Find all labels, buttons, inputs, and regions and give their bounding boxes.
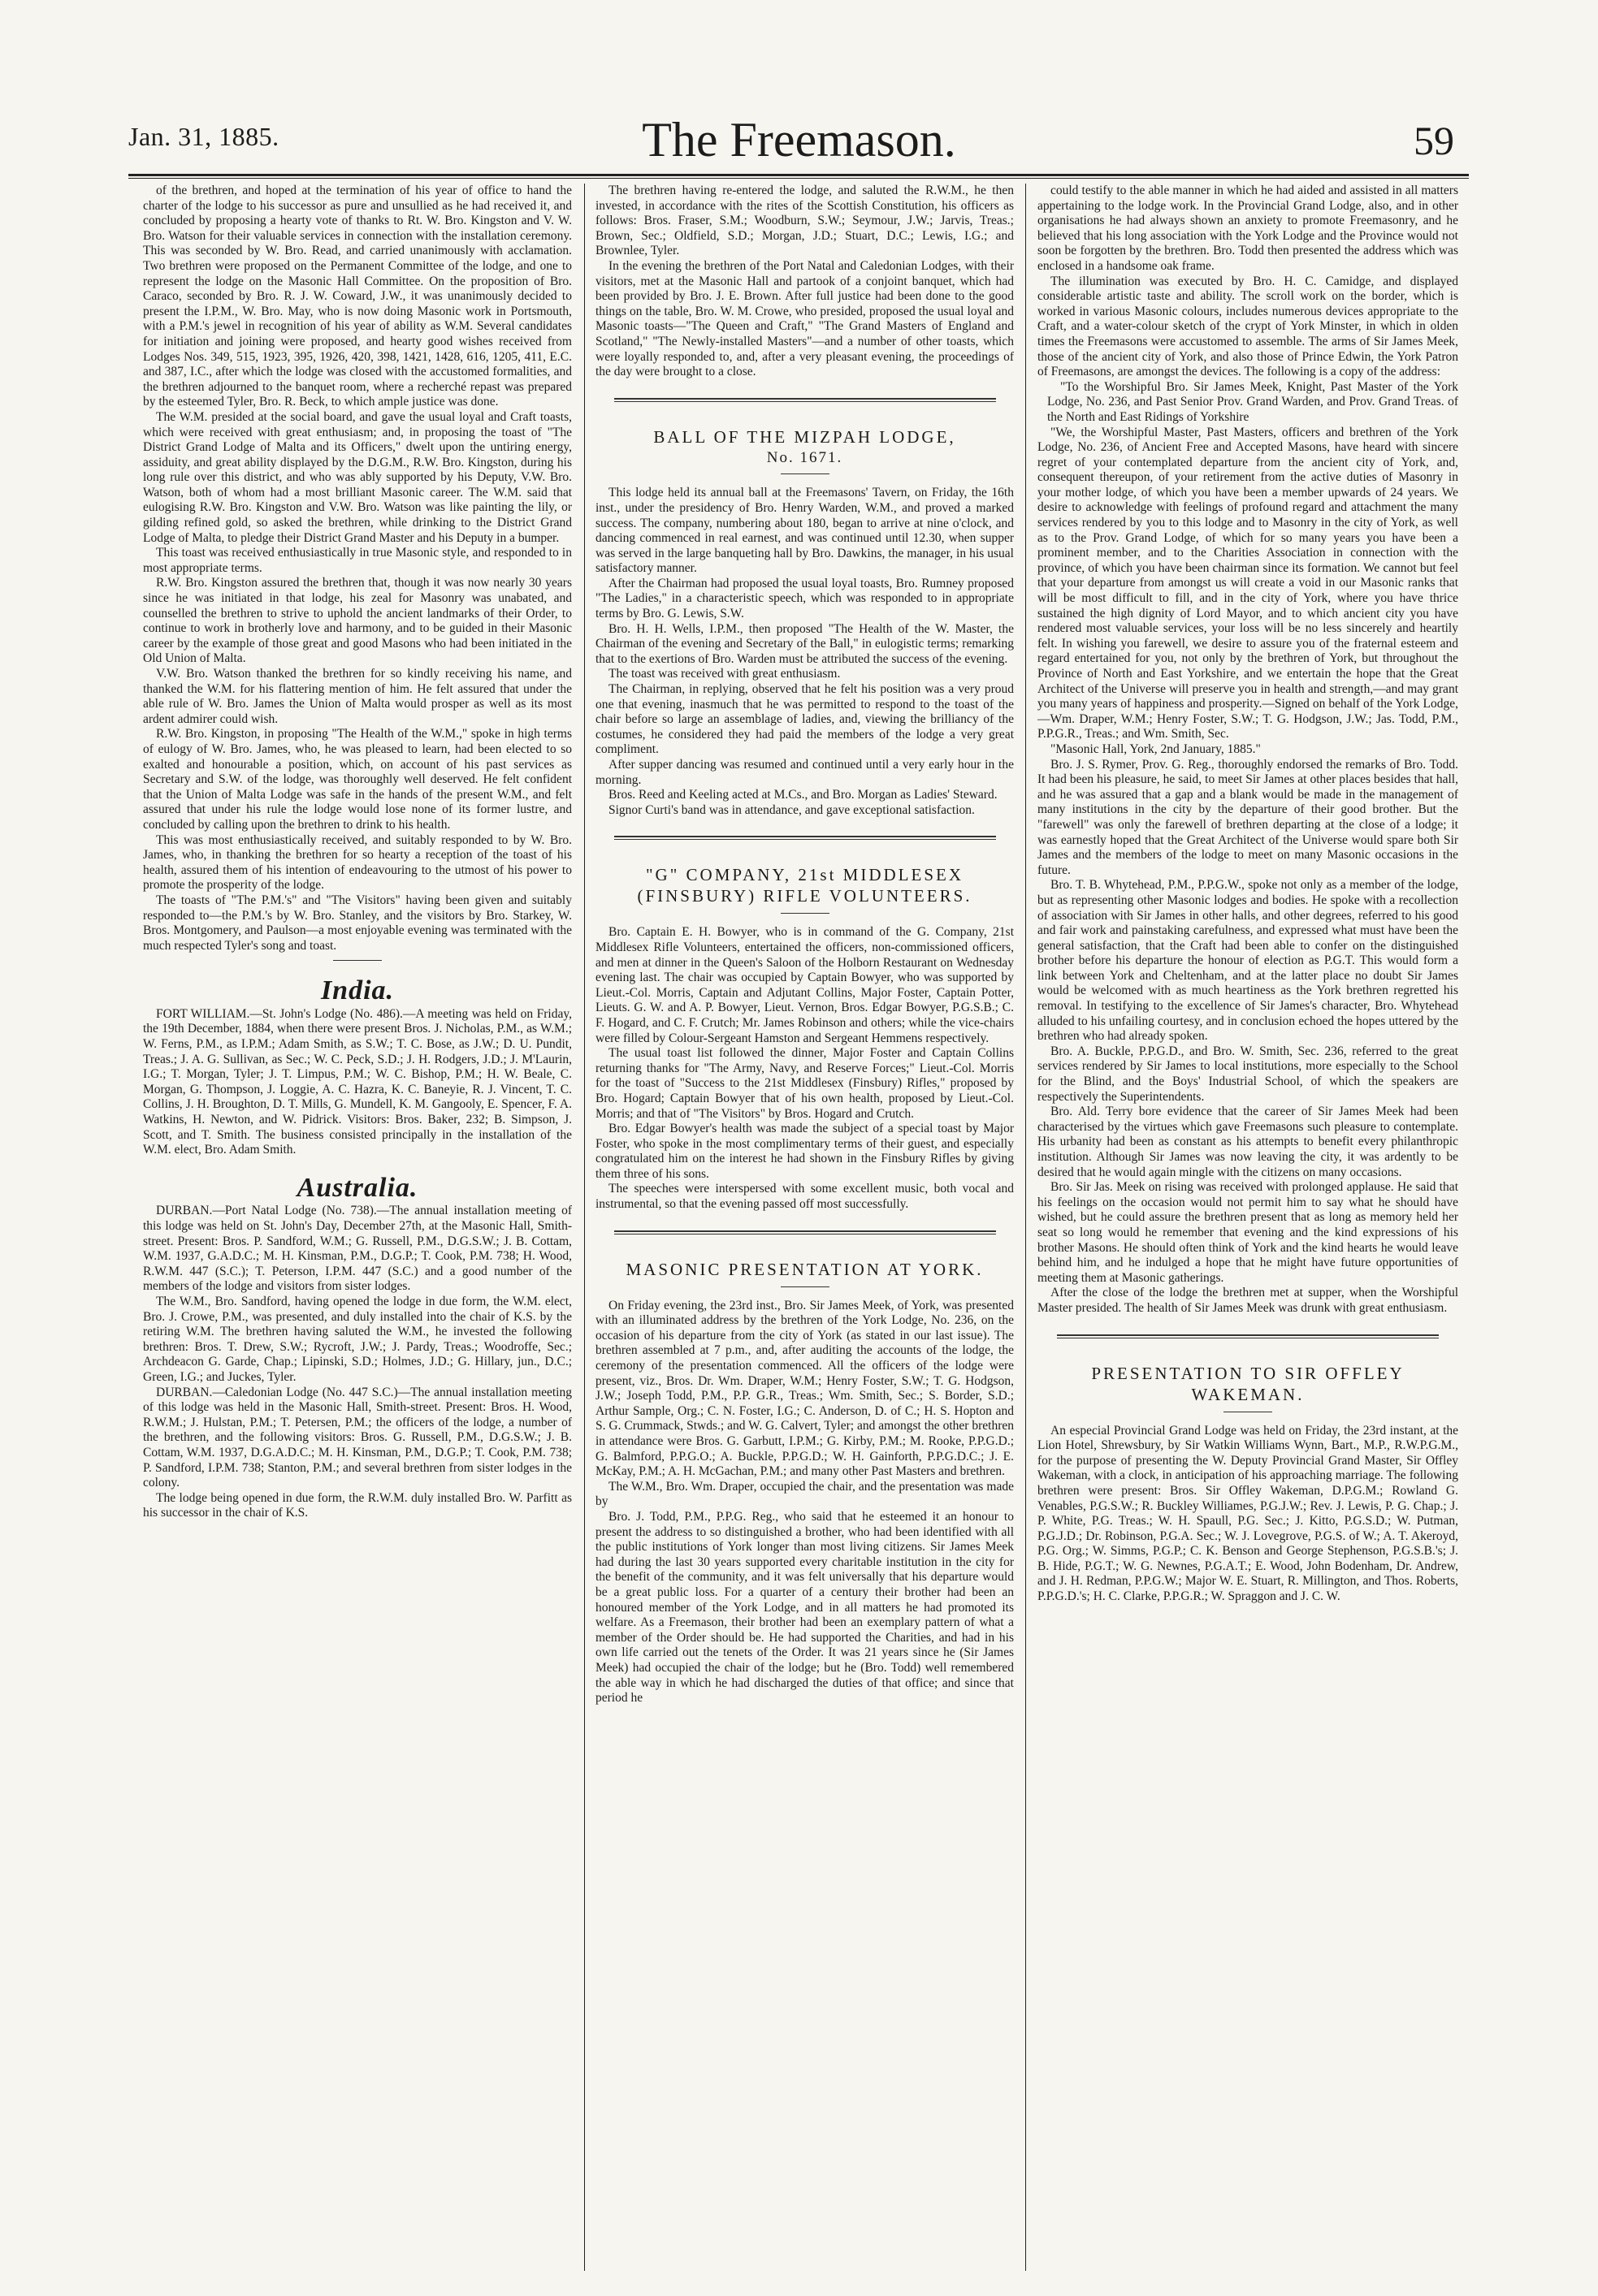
paragraph: The speeches were interspersed with some excellent music, both vocal and instrumental, so that the evening passed off most successfully. xyxy=(595,1182,1014,1212)
paragraph: The lodge being opened in due form, the R.W.M. duly installed Bro. W. Parfitt as his successor in the chair of K.S. xyxy=(143,1490,572,1520)
paragraph: Bro. Edgar Bowyer's health was made the subject of a special toast by Major Foster, who spoke in the most complimentary terms of their guest, and especially congratulated him on the interest he had shown in the Finsbury Rifles by giving them three of his sons. xyxy=(595,1122,1014,1181)
paragraph: DURBAN.—Port Natal Lodge (No. 738).—The annual installation meeting of this lodge was held on St. John's Day, December 27th, at the Masonic Hall, Smith-street. Present: Bros. P. Sandford, W.M.; G. Russell, P.M., D.G.S.W.; J. B. Cottam, W.M. 1937, G.A.D.C.; M. H. Kinsman, P.M., D.G.P.; T. Cook, P.M. 738; H. Wood, R.W.M. 447 (S.C.); T. Peterson, I.P.M. 447 (S.C.) and a good number of the members of the lodge and visitors from sister lodges. xyxy=(143,1204,572,1294)
issue-date: Jan. 31, 1885. xyxy=(128,122,279,151)
paragraph: Bro. T. B. Whytehead, P.M., P.P.G.W., spoke not only as a member of the lodge, but as representing other Masonic lodges and bodies. He spoke with a recollection of association with Sir James in other halls, and other degrees, referred to his good and fair work and painstaking carefulness, and expressed what must have been the general satisfaction, that the Craft had been able to confer on the distinguished brother before his departure the honour of election as P.G.T. This would form a link between York and Cheltenham, and at the latter place no doubt Sir James would be welcomed with as much heartiness as the York brethren regretted his removal. In testifying to the excellence of Sir James's character, Bro. Whytehead alluded to his unfailing courtesy, and in conclusion echoed the hopes uttered by the brethren who had already spoken. xyxy=(1037,878,1458,1044)
paragraph: Bro. A. Buckle, P.P.G.D., and Bro. W. Smith, Sec. 236, referred to the great services rendered by Sir James to local institutions, more especially to the School for the Blind, and the Boys' Industrial School, of which the speakers are respectively the Superintendents. xyxy=(1037,1044,1458,1104)
paragraph: V.W. Bro. Watson thanked the brethren for so kindly receiving his name, and thanked the W.M. for his flattering mention of him. He felt assured that under the able rule of W. Bro. James the Union of Malta would prosper as well as its most ardent admirer could wish. xyxy=(143,667,572,726)
section-divider xyxy=(333,960,382,961)
paragraph: The W.M., Bro. Sandford, having opened the lodge in due form, the W.M. elect, Bro. J. Crowe, P.M., was presented, and duly installed into the chair of K.S. by the retiring W.M. The brethren having saluted the W.M., he invested the following brethren: Bros. T. Drew, S.W.; Rycroft, J.W.; J. Pardy, Treas.; Woodroffe, Sec.; Archdeacon G. Garde, Chap.; Lipinski, S.D.; Holmes, J.D.; G. Hillary, jun., D.C.; Green, I.G.; and Juckes, Tyler. xyxy=(143,1294,572,1384)
column-divider-1 xyxy=(584,184,585,2271)
paragraph: Bro. H. H. Wells, I.P.M., then proposed "The Health of the W. Master, the Chairman of the evening and Secretary of the Ball," in eulogistic terms; remarking that to the exertions of Bro. Warden must be attributed the success of the evening. xyxy=(595,621,1014,666)
header-rule-thin xyxy=(128,178,1469,179)
column-divider-2 xyxy=(1025,184,1026,2271)
heading-underline xyxy=(781,913,829,914)
paragraph: After the close of the lodge the brethren met at supper, when the Worshipful Master presided. The health of Sir James Meek was drunk with great enthusiasm. xyxy=(1037,1286,1458,1315)
section-heading-india: India. xyxy=(320,975,395,1006)
paragraph: In the evening the brethren of the Port Natal and Caledonian Lodges, with their visitors, met at the Masonic Hall and partook of a conjoint banquet, which had been provided by Bro. J. E. Brown. After full justice had been done to the good things on the table, Bro. W. M. Crowe, who presided, proposed the usual loyal and Masonic toasts—"The Queen and Craft," "The Grand Masters of England and Scotland," "The Newly-installed Masters"—and a number of other toasts, which were loyally responded to, and, after a very pleasant evening, the proceedings of the day were brought to a close. xyxy=(595,258,1014,379)
paragraph: The illumination was executed by Bro. H. C. Camidge, and displayed considerable artistic taste and ability. The scroll work on the border, which is worked in various Masonic colours, includes numerous devices appropriate to the Craft, and a water-colour sketch of the crypt of York Minster, in which in olden times the Freemasons were accustomed to assemble. The arms of Sir James Meek, those of the ancient city of York, and also those of Prince Edwin, the York Patron of Freemasons, are amongst the devices. The following is a copy of the address: xyxy=(1037,274,1458,379)
paragraph: The usual toast list followed the dinner, Major Foster and Captain Collins returning thanks for "The Army, Navy, and Reserve Forces;" Lieut.-Col. Morris for the toast of "Success to the 21st Middlesex (Finsbury) Rifles," proposed by Bro. Hogard; Captain Bowyer that of his own health, proposed by Lieut.-Col. Morris; and that of "The Visitors" by Bros. Hogard and Crutch. xyxy=(595,1046,1014,1121)
masthead-title: The Freemason. xyxy=(642,113,956,166)
heading-underline xyxy=(781,473,829,474)
article-heading-mizpah: BALL OF THE MIZPAH LODGE, xyxy=(653,426,956,447)
paragraph: R.W. Bro. Kingston, in proposing "The Health of the W.M.," spoke in high terms of eulogy of W. Bro. James, who, he was pleased to learn, had been elected to so exalted and honourable a position, which, on account of his past services as Secretary and S.W. of the lodge, was thoroughly well deserved. He felt confident that the Union of Malta Lodge was safe in the hands of the present W.M., and felt assured that under his rule the lodge would lose none of its former lustre, and concluded by calling upon the brethren to drink to his health. xyxy=(143,727,572,832)
paragraph: On Friday evening, the 23rd inst., Bro. Sir James Meek, of York, was presented with an illuminated address by the brethren of the York Lodge, No. 236, on the occasion of his departure from the city of York (as stated in our last issue). The brethren assembled at 7 p.m., and, after auditing the accounts of the lodge, the ceremony of the presentation commenced. All the officers of the lodge were present, viz., Bros. Dr. Wm. Draper, W.M.; Henry Foster, S.W.; T. G. Hodgson, J.W.; Joseph Todd, P.M., P.P. G.R., Treas.; Wm. Smith, Sec.; S. Border, S.D.; Arthur Sample, Org.; C. N. Foster, I.G.; C. Anderson, D. of C.; H. S. Hopton and S. G. Crummack, Stwds.; and W. G. Calvert, Tyler; and amongst the other brethren in attendance were Bros. G. Garbutt, I.P.M.; G. Kirby, P.M.; M. Rooke, P.P.G.D.; G. Balmford, P.P.G.O.; A. Buckle, P.P.G.D.; W. H. Gainforth, P.P.G.D.C.; J. E. McKay, P.M.; A. H. McGachan, P.M.; and many other Past Masters and brethren. xyxy=(595,1298,1014,1479)
paragraph: The toast was received with great enthusiasm. xyxy=(608,667,841,681)
paragraph: The brethren having re-entered the lodge, and saluted the R.W.M., he then invested, in accordance with the rites of the Scottish Constitution, his officers as follows: Bros. Fraser, S.M.; Woodburn, S.W.; Seymour, J.W.; Jarvis, Treas.; Brown, Sec.; Oldfield, S.D.; Morgan, J.D.; Stuart, D.C.; Lewis, I.G.; and Brownlee, Tyler. xyxy=(595,184,1014,258)
paragraph: DURBAN.—Caledonian Lodge (No. 447 S.C.)—The annual installation meeting of this lodge was held in the Masonic Hall, Smith-street. Present: Bros. H. Wood, R.W.M.; J. Hulstan, P.M.; T. Petersen, P.M.; the officers of the lodge, a number of the brethren, and the following visitors: Bros. G. Russell, P.M., D.G.S.W.; J. B. Cottam, W.M. 1937, D.G.A.D.C.; M. H. Kinsman, P.M., D.G.P.; T. Cook, P.M. 738; P. Sandford, I.P.M. 738; Stanton, P.M.; and several brethren from sister lodges in the colony. xyxy=(143,1385,572,1490)
paragraph: The Chairman, in replying, observed that he felt his position was a very proud one that evening, inasmuch that he was permitted to respond to the toast of the chair before so large an assemblage of ladies, and, viewing the brilliancy of the costumes, he considered they had paid the members of the lodge a very great compliment. xyxy=(595,682,1014,757)
paragraph: Bro. J. Todd, P.M., P.P.G. Reg., who said that he esteemed it an honour to present the address to so distinguished a brother, who had been identified with all the public institutions of York longer than most living citizens. Sir James Meek had during the last 30 years supported every charitable institution in the city for the benefit of the community, and it was felt universally that his departure would be a great public loss. For a quarter of a century their brother had been an honoured member of the York Lodge, and in all matters he had promoted its welfare. As a Freemason, their brother had been an exemplary pattern of what a member of the Order should be. He had supported the Charities, and had in his own life carried out the tenets of the Order. It was 21 years since he (Sir James Meek) had occupied the chair of the lodge; but he (Bro. Todd) well remembered the able way in which he had discharged the duties of that office; and since that period he xyxy=(595,1509,1014,1706)
paragraph: "To the Worshipful Bro. Sir James Meek, Knight, Past Master of the York Lodge, No. 236, and Past Senior Prov. Grand Warden, and Prov. Grand Treas. of the North and East Ridings of Yorkshire xyxy=(1047,379,1458,424)
paragraph: Bro. J. S. Rymer, Prov. G. Reg., thoroughly endorsed the remarks of Bro. Todd. It had been his pleasure, he said, to meet Sir James at other places besides that hall, and he was assured that a gap and a blank would be made in the management of many institutions in the city by the departure of their good brother. But the "farewell" was only the farewell of brethren departing at the close of a lodge; it was earnestly hoped that the Great Architect of the Universe would spare both Sir James and the members of the lodge to meet on many Masonic occasions in the future. xyxy=(1037,757,1458,877)
paragraph: After supper dancing was resumed and continued until a very early hour in the morning. xyxy=(595,758,1014,787)
paragraph: An especial Provincial Grand Lodge was held on Friday, the 23rd instant, at the Lion Hotel, Shrewsbury, by Sir Watkin Williams Wynn, Bart., M.P., R.W.P.G.M., for the purpose of presenting the W. Deputy Provincial Grand Master, Sir Offley Wakeman, with a clock, in anticipation of his approaching marriage. The following brethren were present: Bros. Sir Offley Wakeman, D.P.G.M.; Rowland G. Venables, P.G.S.W.; R. Buckley Williames, P.G.J.W.; Rev. J. Lewis, P. G. Chap.; J. P. White, P.G. Treas.; W. H. Spaull, P.G. Sec.; J. Kitto, P.G.S.D.; W. Putman, P.G.J.D.; Dr. Robinson, P.G.A. Sec.; W. J. Lovegrove, P.G.S. of W.; A. T. Akeroyd, P.G. Org.; W. Simms, P.G.P.; C. K. Benson and George Stephenson, P.G.S.B.'s; J. B. Hide, P.G.T.; W. G. Newnes, P.G.A.T.; E. Wood, John Bodenham, Dr. Andrew, and J. H. Redman, P.P.G.W.; Major W. E. Stuart, R. Millington, and Thos. Roberts, P.P.G.D.'s; H. C. Clarke, P.P.G.R.; W. Spraggon and J. C. W. xyxy=(1037,1423,1458,1604)
article-divider xyxy=(614,836,996,840)
paragraph: FORT WILLIAM.—St. John's Lodge (No. 486).—A meeting was held on Friday, the 19th December, 1884, when there were present Bros. J. Nicholas, P.M., as W.M.; W. Ferns, P.M., as I.P.M.; Adam Smith, as S.W.; T. C. Bose, as J.W.; D. U. Pundit, Treas.; J. A. G. Sullivan, as Sec.; W. C. Peck, S.D.; J. H. Rodgers, J.D.; J. M'Laurin, I.G.; T. Morgan, Tyler; J. T. Limpus, P.M.; W. C. Bishop, P.M.; H. W. Beale, C. Morgan, G. Thompson, J. Loggie, A. C. Hazra, K. C. Baneyie, R. J. Vincent, T. C. Collins, J. H. Broughton, D. T. Mills, G. Mundell, K. M. Gangooly, E. Spencer, F. A. Watkins, H. Newton, and W. Pidrick. Visitors: Bros. Baker, 232; B. Simpson, J. Scott, and T. Smith. The business consisted principally in the installation of the W.M. elect, Bro. Adam Smith. xyxy=(143,1006,572,1157)
article-divider xyxy=(1057,1334,1439,1338)
article-divider xyxy=(614,1230,996,1234)
paragraph: This lodge held its annual ball at the Freemasons' Tavern, on Friday, the 16th inst., under the presidency of Bro. Henry Warden, W.M., and proved a marked success. The company, numbering about 180, began to arrive at nine o'clock, and dancing commenced in real earnest, and was continued until 12.30, when supper was served in the large banqueting hall by Bro. Dawkins, the manager, in his usual satisfactory manner. xyxy=(595,486,1014,576)
paragraph: Signor Curti's band was in attendance, and gave exceptional satisfaction. xyxy=(608,802,975,817)
page-number: 59 xyxy=(1414,118,1454,163)
paragraph: R.W. Bro. Kingston assured the brethren that, though it was now nearly 30 years since he was initiated in that lodge, his zeal for Masonry was unabated, and counselled the brethren to strive to uphold the ancient landmarks of their Order, to continue to work in brotherly love and harmony, and to be guided in their Masonic career by the example of those great and good Masons who had been initiated in the Old Union of Malta. xyxy=(143,576,572,666)
paragraph: Bro. Ald. Terry bore evidence that the career of Sir James Meek had been characterised by the virtues which gave Freemasons such pleasure to contemplate. His urbanity had been as constant as his attempts to benefit every philanthropic institution. Although Sir James was now leaving the city, it was ardently to be desired that he would again mingle with the citizens on many occasions. xyxy=(1037,1105,1458,1179)
article-divider xyxy=(614,398,996,402)
article-heading-york: MASONIC PRESENTATION AT YORK. xyxy=(626,1259,984,1279)
paragraph: Bro. Sir Jas. Meek on rising was received with prolonged applause. He said that his feelings on the occasion would not permit him to say what he should have wished, but he could assure the brethren present that as long as memory held her seat so long would he remember that evening and the kind expressions of his brother Masons. He should often think of York and the kind hearts he would leave behind him, and he indulged a hope that he might have future opportunities of meeting them at Masonic gatherings. xyxy=(1037,1180,1458,1285)
paragraph: This was most enthusiastically received, and suitably responded to by W. Bro. James, who, in thanking the brethren for so hearty a reception of the toast of his health, assured them of his intention of endeavouring to the utmost of his power to promote the prosperity of the lodge. xyxy=(143,832,572,893)
paragraph: The toasts of "The P.M.'s" and "The Visitors" having been given and suitably responded to—the P.M.'s by W. Bro. Stanley, and the visitors by Bro. Starkey, W. Bros. Montgomery, and Paulson—a most enjoyable evening was terminated with the much respected Tyler's song and toast. xyxy=(143,893,572,953)
header-rule xyxy=(128,174,1469,176)
column-1 xyxy=(143,184,572,2271)
paragraph: The W.M. presided at the social board, and gave the usual loyal and Craft toasts, which were received with great enthusiasm; and, in proposing the toast of "The District Grand Lodge of Malta and its Officers," dwelt upon the untiring energy, assiduity, and great ability displayed by the D.G.M., R.W. Bro. Kingston, during his long rule over this district, and who was ably supported by his Deputy, V.W. Bro. Watson, both of whom had a most brilliant Masonic career. The W.M. said that eulogising R.W. Bro. Kingston and V.W. Bro. Watson was like painting the lily, or gilding refined gold, so asked the brethren, while drinking to the District Grand Lodge of Malta, to pledge their District Grand Master and his Deputy in a bumper. xyxy=(143,409,572,545)
paragraph: Bros. Reed and Keeling acted at M.Cs., and Bro. Morgan as Ladies' Steward. xyxy=(608,788,998,802)
article-subheading-mizpah: No. 1671. xyxy=(766,448,843,466)
paragraph: of the brethren, and hoped at the termination of his year of office to hand the charter of the lodge to his successor as pure and unsullied as he had received it, and concluded by proposing a hearty vote of thanks to Rt. W. Bro. Kingston and V. W. Bro. Watson for their valuable services in connection with the installation ceremony. This was seconded by W. Bro. Read, and carried unanimously with acclamation. Two brethren were proposed on the Permanent Committee of the lodge, and one to represent the lodge on the Masonic Hall Committee. On the proposition of Bro. Caraco, seconded by Bro. R. J. W. Coward, J.W., it was unanimously decided to present the I.P.M., W. Bro. May, who is now doing Masonic work in Portsmouth, with a P.M.'s jewel in recognition of his year of ability as W.M. Several candidates for initiation and joining were proposed, and hearty good wishes received from Lodges Nos. 349, 515, 1923, 395, 1926, 420, 398, 1421, 1428, 616, 1205, 411, E.C. and 387, I.C., after which the lodge was closed with the accustomed formalities, and the brethren adjourned to the banquet room, where a recherché repast was prepared by the esteemed Tyler, Bro. R. Beck, to which ample justice was done. xyxy=(143,184,572,409)
paragraph: This toast was received enthusiastically in true Masonic style, and responded to in most appropriate terms. xyxy=(143,546,572,575)
column-3 xyxy=(1037,184,1458,2271)
article-heading-offley: PRESENTATION TO SIR OFFLEY WAKEMAN. xyxy=(1091,1363,1405,1404)
heading-underline xyxy=(781,1286,829,1287)
paragraph: The W.M., Bro. Wm. Draper, occupied the chair, and the presentation was made by xyxy=(595,1479,1014,1509)
paragraph: could testify to the able manner in which he had aided and assisted in all matters appertaining to the lodge work. In the Provincial Grand Lodge, also, and in other organisations he had always shown an anxiety to promote Freemasonry, and he believed that his long association with the York Lodge and the Province would not soon be forgotten by the brethren. Bro. Todd then presented the address which was enclosed in a handsome oak frame. xyxy=(1037,184,1458,273)
article-heading-g-company: "G" COMPANY, 21st MIDDLESEX (FINSBURY) RIFLE VOLUNTEERS. xyxy=(637,865,972,906)
paragraph: "We, the Worshipful Master, Past Masters, officers and brethren of the York Lodge, No. 236, of Ancient Free and Accepted Masons, have heard with sincere regret of your contemplated departure from the ancient city of York, and, consequent thereupon, of your retirement from the active duties of Masonry in your mother lodge, of which you have been a member upwards of 24 years. We desire to acknowledge with feelings of profound regard and attachment the many services rendered by you to this lodge and to Masonry in the city of York, as well as to the Prov. Grand Lodge, of which for so many years you have been a prominent member, and to the Charities Association in connection with the province, of which you have been chairman since its formation. We cannot but feel that your departure from amongst us will create a void in our Masonic ranks that will be most difficult to fill, and in the city of York, where you have thrice sustained the high dignity of Lord Mayor, and to which ancient city you have rendered most valuable services, your loss will be no less sincerely and heartily felt. In wishing you farewell, we desire to assure you of the fraternal esteem and regard entertained for you, not only by the brethren of York, but throughout the Province of North and East Yorkshire, and we entertain the hope that the Great Architect of the Universe will preserve you in health and strength,—and may grant you many years of happiness and prosperity.—Signed on behalf of the York Lodge,—Wm. Draper, W.M.; Henry Foster, S.W.; T. G. Hodgson, J.W.; Jas. Todd, P.M., P.P.G.R., Treas.; and Wm. Smith, Sec. xyxy=(1037,425,1458,742)
malta-report xyxy=(143,184,572,953)
paragraph: Bro. Captain E. H. Bowyer, who is in command of the G. Company, 21st Middlesex Rifle Volunteers, entertained the officers, non-commissioned officers, and men at dinner in the Queen's Saloon of the Holborn Restaurant on Wednesday evening last. The chair was occupied by Captain Bowyer, who was supported by Lieut.-Col. Morris, Captain and Adjutant Collins, Major Foster, Captain Potter, Lieuts. G. W. and A. P. Bowyer, Lieut. Vernon, Bros. Edgar Bowyer, P.G.S.B.; C. F. Hogard, and C. F. Crutch; Mr. James Robinson and others; while the vice-chairs were filled by Colour-Sergeant Hamston and Sergeant Hemmens respectively. xyxy=(595,925,1014,1045)
paragraph: After the Chairman had proposed the usual loyal toasts, Bro. Rumney proposed "The Ladies," in a characteristic speech, which was responded to in appropriate terms by Bro. G. Lewis, S.W. xyxy=(595,576,1014,621)
section-heading-australia: Australia. xyxy=(297,1172,418,1203)
column-2 xyxy=(595,184,1014,2271)
paragraph: "Masonic Hall, York, 2nd January, 1885." xyxy=(1050,742,1261,756)
